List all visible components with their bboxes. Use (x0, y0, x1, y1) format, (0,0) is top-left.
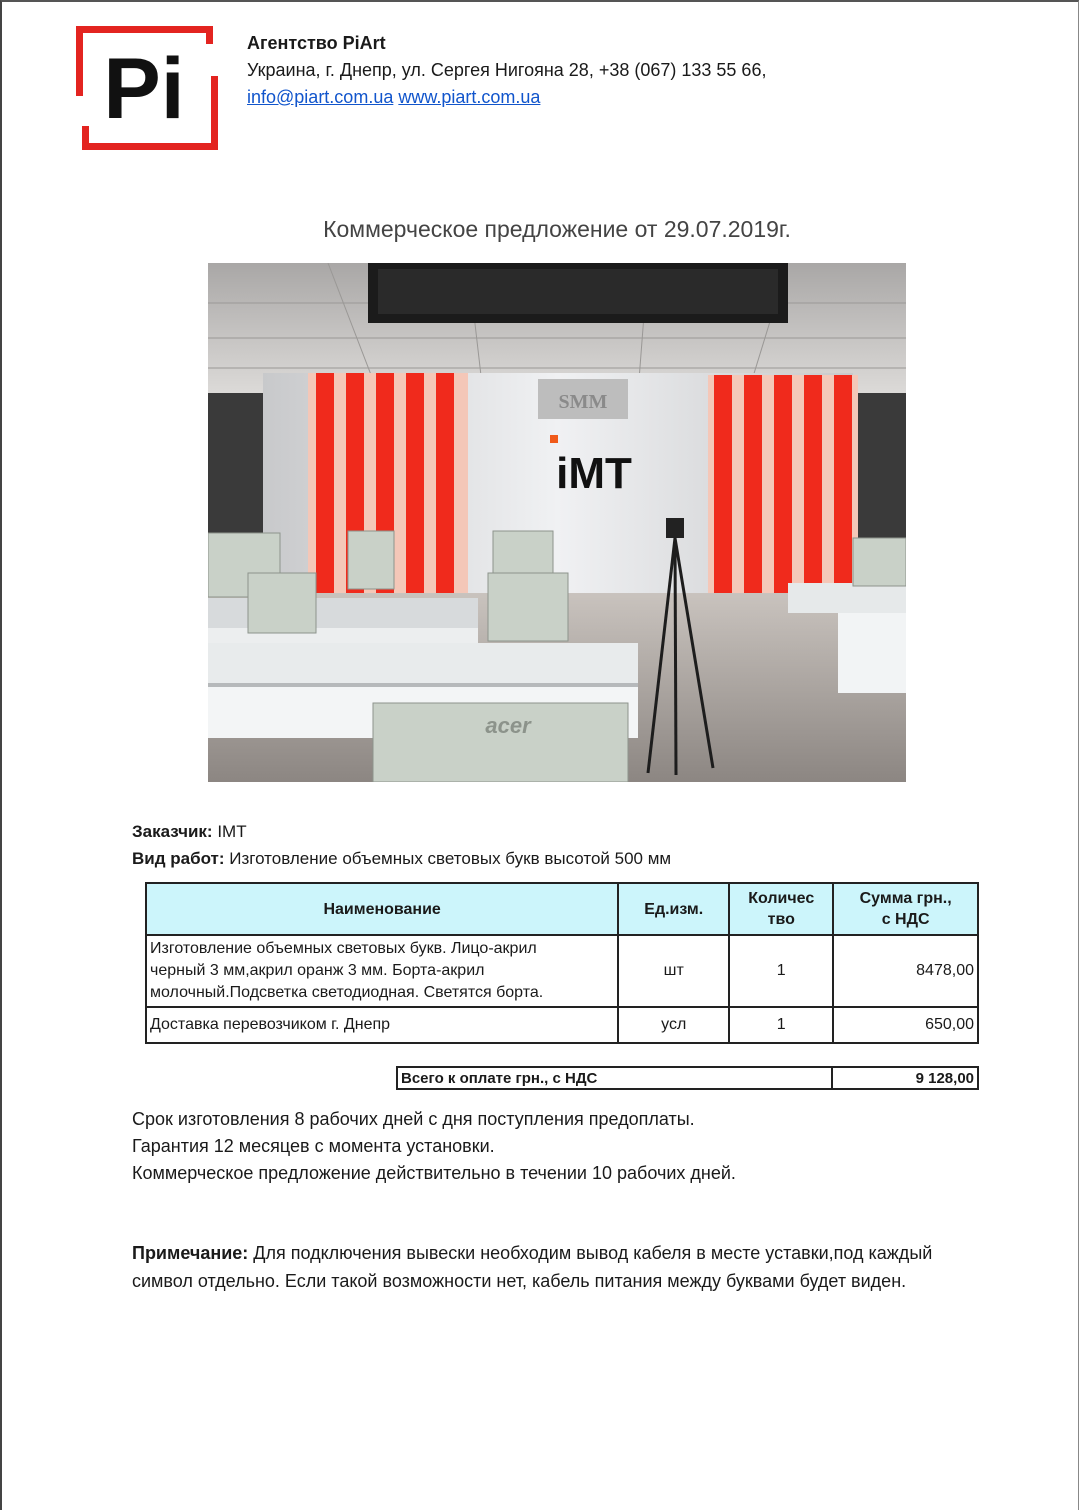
item-unit: шт (618, 935, 729, 1007)
item-name-line: черный 3 мм,акрил оранж 3 мм. Борта-акрил (150, 962, 485, 979)
header-sum-line2: с НДС (881, 911, 930, 928)
work-type-value: Изготовление объемных световых букв высотой 500 мм (229, 849, 672, 868)
item-quantity: 1 (729, 1007, 833, 1043)
table-header-row (146, 883, 978, 935)
item-unit: усл (618, 1007, 729, 1043)
item-name-line: Изготовление объемных световых букв. Лицо-акрил (150, 940, 537, 957)
total-value: 9 128,00 (832, 1067, 978, 1089)
item-name-line: молочный.Подсветка светодиодная. Светятся борта. (150, 984, 544, 1001)
acer-brand: acer (485, 713, 531, 738)
item-sum: 650,00 (833, 1007, 978, 1043)
item-sum: 8478,00 (833, 935, 978, 1007)
remark (132, 1240, 972, 1295)
term-warranty: Гарантия 12 месяцев с момента установки. (132, 1136, 495, 1156)
remark-text: Для подключения вывески необходим вывод кабеля в месте уставки,под каждый символ отдельно. Если такой возможности нет, кабель питания между буквами будет виден. (132, 1243, 933, 1291)
term-production: Срок изготовления 8 рабочих дней с дня поступления предоплаты. (132, 1109, 695, 1129)
customer-label: Заказчик: (132, 822, 213, 841)
term-validity: Коммерческое предложение действительно в течении 10 рабочих дней. (132, 1163, 736, 1183)
items-table (145, 882, 979, 1044)
total-row (397, 1067, 978, 1089)
remark-label: Примечание: (132, 1243, 249, 1263)
header-name: Наименование (146, 883, 618, 935)
table-row (146, 935, 978, 1007)
item-quantity: 1 (729, 935, 833, 1007)
terms (132, 1106, 736, 1187)
header-sum-line1: Сумма грн., (859, 890, 952, 907)
agency-address: Украина, г. Днепр, ул. Сергея Нигояна 28, +38 (067) 133 55 66, (247, 60, 767, 80)
item-name: Доставка перевозчиком г. Днепр (146, 1007, 618, 1043)
total-label: Всего к оплате грн., с НДС (397, 1067, 832, 1089)
header-quantity (729, 883, 833, 935)
imt-sign: iMT (556, 449, 632, 498)
total-table (396, 1066, 979, 1090)
work-type-label: Вид работ: (132, 849, 225, 868)
table-row (146, 1007, 978, 1043)
document-title: Коммерческое предложение от 29.07.2019г. (323, 216, 791, 242)
proposal-meta (132, 818, 671, 872)
header-quantity-line1: Количес (748, 890, 815, 907)
item-name (146, 935, 618, 1007)
header-quantity-line2: тво (767, 911, 795, 928)
website-link[interactable]: www.piart.com.ua (398, 87, 541, 107)
logo-text: Pi (103, 41, 185, 137)
smm-sign: SMM (558, 391, 608, 413)
agency-info (247, 30, 766, 111)
piart-logo (76, 26, 218, 150)
customer-value: IMT (217, 822, 247, 841)
header-sum (833, 883, 978, 935)
email-link[interactable]: info@piart.com.ua (247, 87, 394, 107)
office-sign-photo (208, 263, 906, 782)
header-unit: Ед.изм. (618, 883, 729, 935)
agency-name: Агентство PiArt (247, 33, 386, 53)
